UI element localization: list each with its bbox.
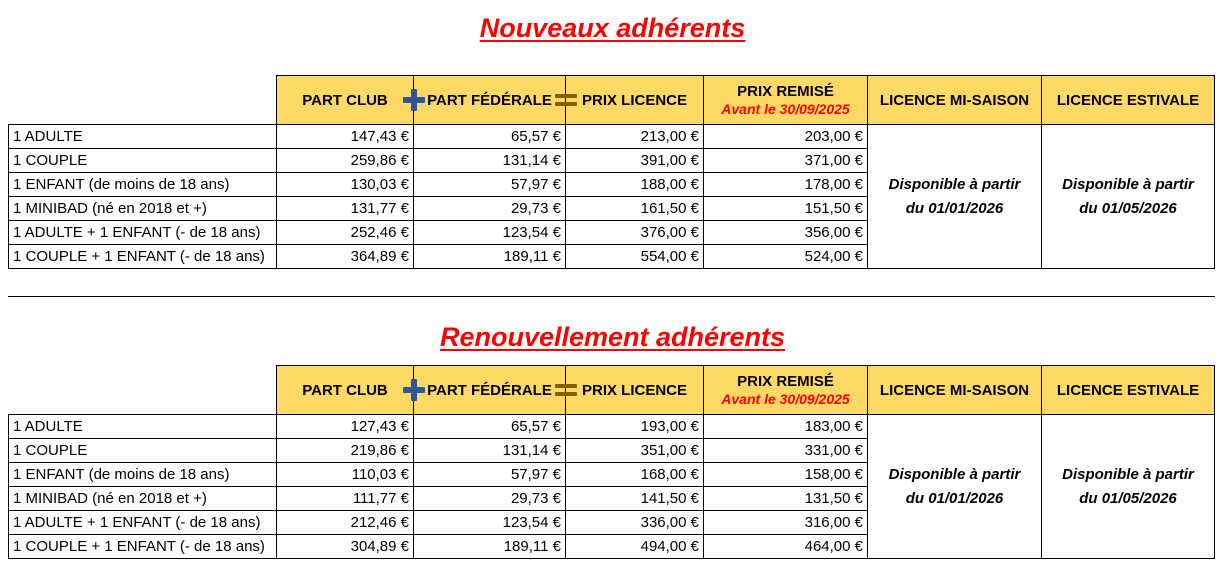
prix-licence-value: 336,00 € [566,511,704,535]
equals-operator-icon [555,383,577,397]
tarifs-table-nouveaux [8,75,1215,269]
part-club-value: 212,46 € [277,511,414,535]
prix-remise-value: 183,00 € [704,415,868,439]
part-club-value: 219,86 € [277,439,414,463]
prix-remise-value: 316,00 € [704,511,868,535]
part-club-value: 111,77 € [277,487,414,511]
header-prix-remise-label: PRIX REMISÉ [737,373,834,390]
mi-saison-availability-line2: du 01/01/2026 [905,199,1004,217]
header-row [9,76,1215,125]
prix-licence-value: 193,00 € [566,415,704,439]
header-part-club-label: PART CLUB [302,381,388,399]
row-label: 1 MINIBAD (né en 2018 et +) [9,197,277,221]
prix-remise-value: 131,50 € [704,487,868,511]
part-club-value: 127,43 € [277,415,414,439]
header-row [9,366,1215,415]
header-blank-cell [9,366,277,415]
prix-licence-value: 213,00 € [566,125,704,149]
estivale-availability [1042,125,1215,269]
prix-remise-value: 524,00 € [704,245,868,269]
part-federale-value: 29,73 € [414,487,566,511]
header-prix-licence [566,76,704,125]
prix-licence-value: 391,00 € [566,149,704,173]
header-part-federale [414,366,566,415]
part-federale-value: 65,57 € [414,415,566,439]
header-mi-saison [868,76,1042,125]
part-federale-value: 131,14 € [414,149,566,173]
row-label: 1 ADULTE [9,125,277,149]
plus-operator-icon [403,379,425,401]
header-prix-remise [704,366,868,415]
prix-remise-value: 356,00 € [704,221,868,245]
header-part-federale [414,76,566,125]
prix-licence-value: 188,00 € [566,173,704,197]
prix-licence-value: 161,50 € [566,197,704,221]
prix-remise-value: 203,00 € [704,125,868,149]
row-label: 1 ADULTE + 1 ENFANT (- de 18 ans) [9,511,277,535]
table-row [9,415,1215,439]
prix-remise-value: 464,00 € [704,535,868,559]
header-prix-licence [566,366,704,415]
mi-saison-availability-line1: Disponible à partir [888,465,1021,483]
part-federale-value: 123,54 € [414,511,566,535]
estivale-availability [1042,415,1215,559]
header-part-club [277,76,414,125]
header-estivale [1042,366,1215,415]
row-label: 1 COUPLE + 1 ENFANT (- de 18 ans) [9,535,277,559]
header-part-federale-label: PART FÉDÉRALE [427,381,552,399]
header-estivale [1042,76,1215,125]
section-title-nouveaux [0,12,1225,44]
header-part-club [277,366,414,415]
section-title-text: Nouveaux adhérents [479,13,746,43]
part-club-value: 259,86 € [277,149,414,173]
part-club-value: 131,77 € [277,197,414,221]
prix-remise-value: 178,00 € [704,173,868,197]
part-club-value: 304,89 € [277,535,414,559]
estivale-availability-line2: du 01/05/2026 [1079,199,1177,217]
part-club-value: 147,43 € [277,125,414,149]
estivale-availability-line2: du 01/05/2026 [1079,489,1177,507]
header-blank-cell [9,76,277,125]
header-estivale-label: LICENCE ESTIVALE [1056,381,1200,399]
row-label: 1 MINIBAD (né en 2018 et +) [9,487,277,511]
part-federale-value: 131,14 € [414,439,566,463]
row-label: 1 COUPLE [9,149,277,173]
estivale-availability-line1: Disponible à partir [1062,465,1194,483]
header-mi-saison-label: LICENCE MI-SAISON [879,91,1030,109]
mi-saison-availability [868,415,1042,559]
part-club-value: 364,89 € [277,245,414,269]
plus-operator-icon [403,89,425,111]
header-part-federale-label: PART FÉDÉRALE [427,91,552,109]
part-federale-value: 65,57 € [414,125,566,149]
prix-licence-value: 141,50 € [566,487,704,511]
header-mi-saison [868,366,1042,415]
header-prix-remise [704,76,868,125]
part-club-value: 130,03 € [277,173,414,197]
row-label: 1 ADULTE [9,415,277,439]
prix-licence-value: 554,00 € [566,245,704,269]
header-prix-licence-label: PRIX LICENCE [581,381,687,399]
row-label: 1 ENFANT (de moins de 18 ans) [9,173,277,197]
tarifs-table-renouvellement [8,365,1215,559]
part-federale-value: 29,73 € [414,197,566,221]
prix-remise-value: 371,00 € [704,149,868,173]
prix-licence-value: 351,00 € [566,439,704,463]
section-divider [8,296,1215,297]
prix-remise-value: 151,50 € [704,197,868,221]
header-part-club-label: PART CLUB [302,91,388,109]
prix-licence-value: 168,00 € [566,463,704,487]
header-mi-saison-label: LICENCE MI-SAISON [879,381,1030,399]
table-row [9,125,1215,149]
mi-saison-availability [868,125,1042,269]
part-club-value: 110,03 € [277,463,414,487]
row-label: 1 COUPLE [9,439,277,463]
row-label: 1 ADULTE + 1 ENFANT (- de 18 ans) [9,221,277,245]
prix-licence-value: 494,00 € [566,535,704,559]
section-title-text: Renouvellement adhérents [439,322,786,352]
part-federale-value: 123,54 € [414,221,566,245]
part-federale-value: 189,11 € [414,535,566,559]
header-estivale-label: LICENCE ESTIVALE [1056,91,1200,109]
mi-saison-availability-line2: du 01/01/2026 [905,489,1004,507]
prix-remise-value: 158,00 € [704,463,868,487]
prix-licence-value: 376,00 € [566,221,704,245]
row-label: 1 ENFANT (de moins de 18 ans) [9,463,277,487]
equals-operator-icon [555,93,577,107]
mi-saison-availability-line1: Disponible à partir [888,175,1021,193]
prix-remise-value: 331,00 € [704,439,868,463]
header-prix-remise-note: Avant le 30/09/2025 [721,101,850,117]
section-title-renouvellement [0,321,1225,353]
header-prix-remise-note: Avant le 30/09/2025 [721,391,850,407]
header-prix-remise-label: PRIX REMISÉ [737,83,834,100]
estivale-availability-line1: Disponible à partir [1062,175,1194,193]
part-federale-value: 189,11 € [414,245,566,269]
part-federale-value: 57,97 € [414,463,566,487]
part-club-value: 252,46 € [277,221,414,245]
part-federale-value: 57,97 € [414,173,566,197]
header-prix-licence-label: PRIX LICENCE [581,91,687,109]
row-label: 1 COUPLE + 1 ENFANT (- de 18 ans) [9,245,277,269]
